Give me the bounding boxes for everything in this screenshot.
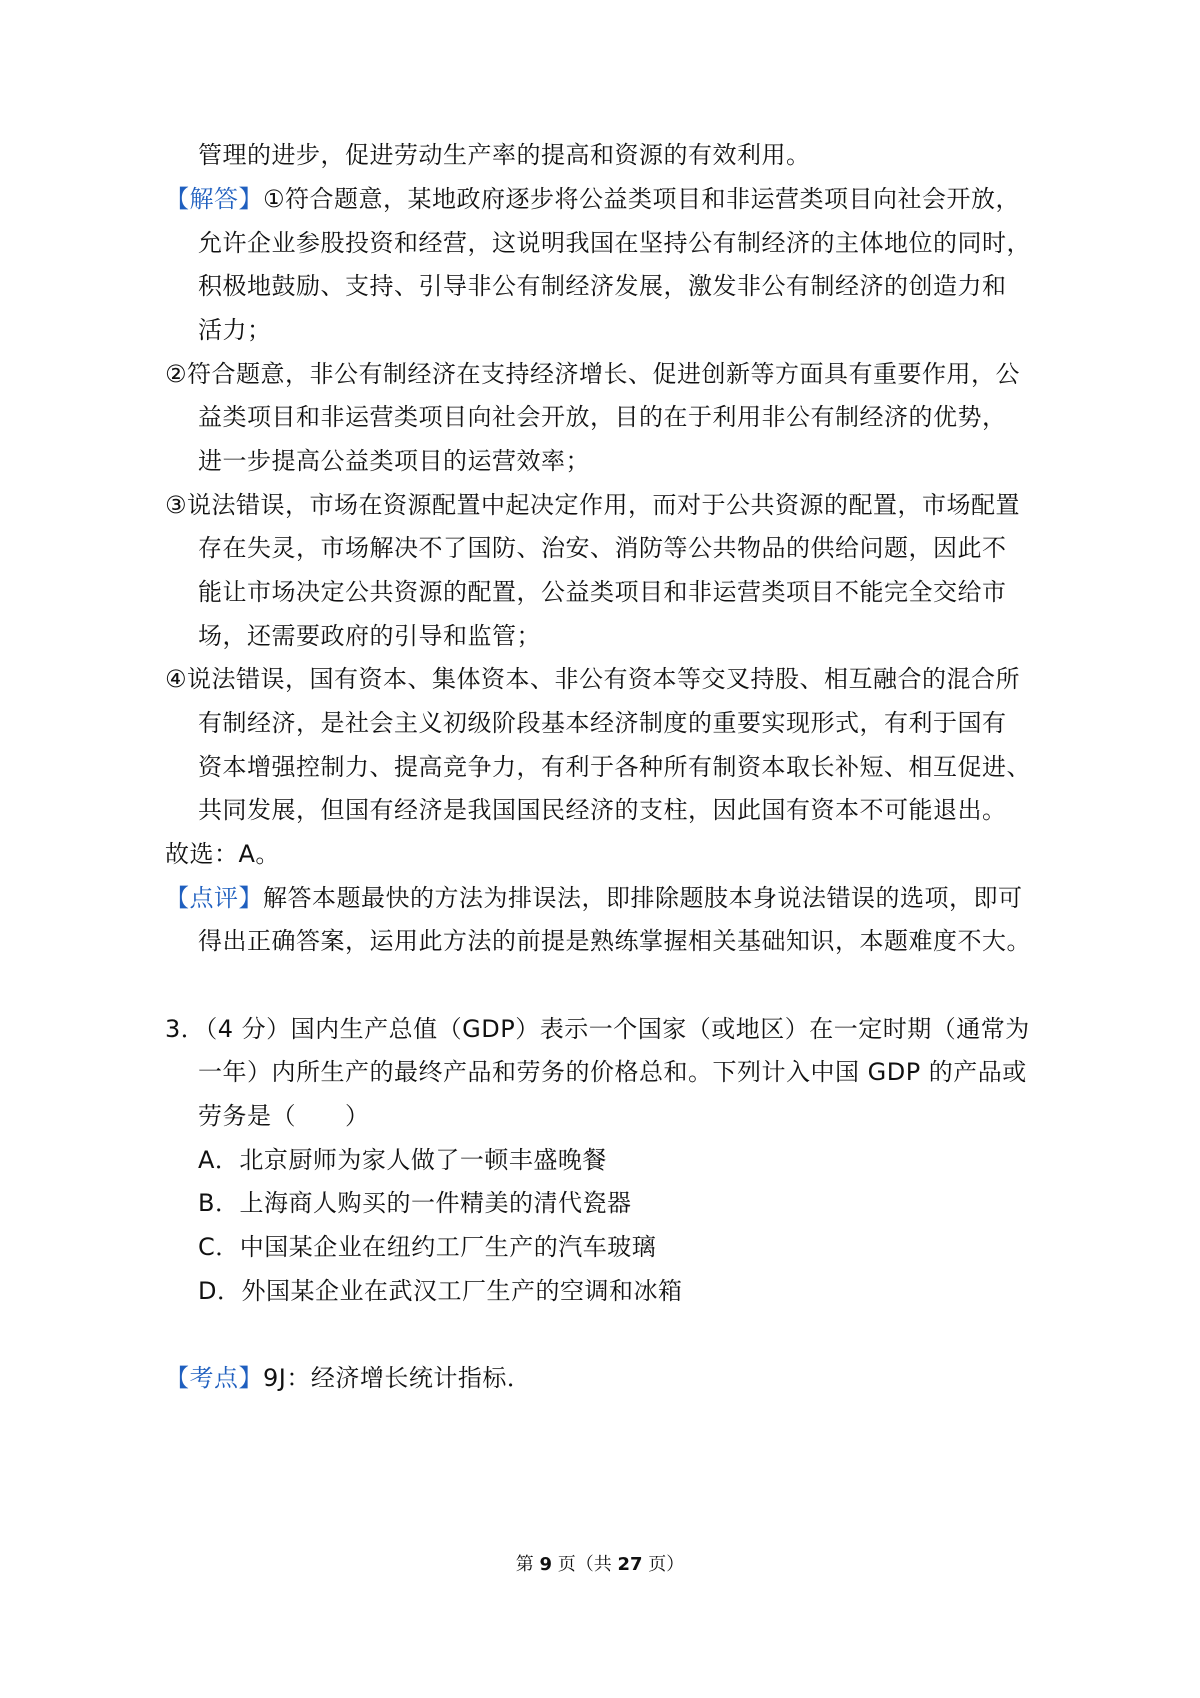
question-line [165, 1014, 1030, 1044]
line-text: 共同发展，但国有经济是我国国民经济的支柱，因此国有资本不可能退出。 [198, 796, 1007, 824]
answer-tag: 【解答】 [165, 185, 263, 213]
text-line [165, 664, 1020, 694]
text-line [198, 795, 1007, 825]
line-text: 一年）内所生产的最终产品和劳务的价格总和。下列计入中国 GDP 的产品或 [198, 1058, 1027, 1086]
text-line [198, 140, 811, 170]
line-text: 进一步提高公益类项目的运营效率； [198, 447, 590, 475]
line-text: 劳务是（ ） [198, 1102, 370, 1130]
text-line [198, 446, 590, 476]
line-text: 故选：A。 [165, 840, 280, 868]
knowledge-point-tag: 【考点】 [165, 1364, 263, 1392]
text-line [198, 228, 1031, 258]
current-page-number: 9 [539, 1554, 552, 1575]
footer-suffix: 页） [648, 1554, 685, 1575]
text-line [198, 577, 1007, 607]
text-line [198, 533, 1007, 563]
line-text: 益类项目和非运营类项目向社会开放，目的在于利用非公有制经济的优势， [198, 403, 1007, 431]
option-a [198, 1145, 607, 1175]
line-text: 资本增强控制力、提高竞争力，有利于各种所有制资本取长补短、相互促进、 [198, 753, 1031, 781]
option-c [198, 1232, 656, 1262]
text-line [198, 621, 541, 651]
answer-line [165, 184, 1020, 214]
line-text: 3．（4 分）国内生产总值（GDP）表示一个国家（或地区）在一定时期（通常为 [165, 1015, 1030, 1043]
line-text: ③说法错误，市场在资源配置中起决定作用，而对于公共资源的配置，市场配置 [165, 491, 1021, 519]
line-text: 9J：经济增长统计指标． [263, 1364, 532, 1392]
line-text: 解答本题最快的方法为排误法，即排除题肢本身说法错误的选项，即可 [263, 884, 1023, 912]
line-text: 有制经济，是社会主义初级阶段基本经济制度的重要实现形式，有利于国有 [198, 709, 1007, 737]
footer-middle: 页（共 [557, 1554, 612, 1575]
line-text: 允许企业参股投资和经营，这说明我国在坚持公有制经济的主体地位的同时， [198, 229, 1031, 257]
text-line [165, 490, 1020, 520]
conclusion-line [165, 839, 280, 869]
text-line [198, 402, 1007, 432]
line-text: 管理的进步，促进劳动生产率的提高和资源的有效利用。 [198, 141, 811, 169]
line-text: ①符合题意，某地政府逐步将公益类项目和非运营类项目向社会开放， [263, 185, 1021, 213]
line-text: ②符合题意，非公有制经济在支持经济增长、促进创新等方面具有重要作用，公 [165, 360, 1021, 388]
line-text: 能让市场决定公共资源的配置，公益类项目和非运营类项目不能完全交给市 [198, 578, 1007, 606]
text-line [198, 1101, 370, 1131]
option-d [198, 1276, 682, 1306]
option-b [198, 1188, 631, 1218]
text-line [198, 926, 1031, 956]
line-text: A．北京厨师为家人做了一顿丰盛晚餐 [198, 1146, 607, 1174]
text-line [165, 359, 1020, 389]
text-line [198, 315, 272, 345]
line-text: 活力； [198, 316, 272, 344]
line-text: B．上海商人购买的一件精美的清代瓷器 [198, 1189, 632, 1217]
text-line [198, 1057, 1027, 1087]
comment-line [165, 883, 1023, 913]
line-text: 得出正确答案，运用此方法的前提是熟练掌握相关基础知识，本题难度不大。 [198, 927, 1031, 955]
page-footer [0, 1553, 1200, 1577]
knowledge-point-line [165, 1363, 531, 1393]
total-page-number: 27 [617, 1554, 643, 1575]
text-line [198, 708, 1007, 738]
text-line [198, 752, 1031, 782]
line-text: 积极地鼓励、支持、引导非公有制经济发展，激发非公有制经济的创造力和 [198, 272, 1007, 300]
footer-prefix: 第 [515, 1554, 534, 1575]
line-text: ④说法错误，国有资本、集体资本、非公有资本等交叉持股、相互融合的混合所 [165, 665, 1021, 693]
comment-tag: 【点评】 [165, 884, 263, 912]
line-text: D．外国某企业在武汉工厂生产的空调和冰箱 [198, 1277, 683, 1305]
line-text: 存在失灵，市场解决不了国防、治安、消防等公共物品的供给问题，因此不 [198, 534, 1007, 562]
line-text: C．中国某企业在纽约工厂生产的汽车玻璃 [198, 1233, 657, 1261]
line-text: 场，还需要政府的引导和监管； [198, 622, 541, 650]
text-line [198, 271, 1007, 301]
